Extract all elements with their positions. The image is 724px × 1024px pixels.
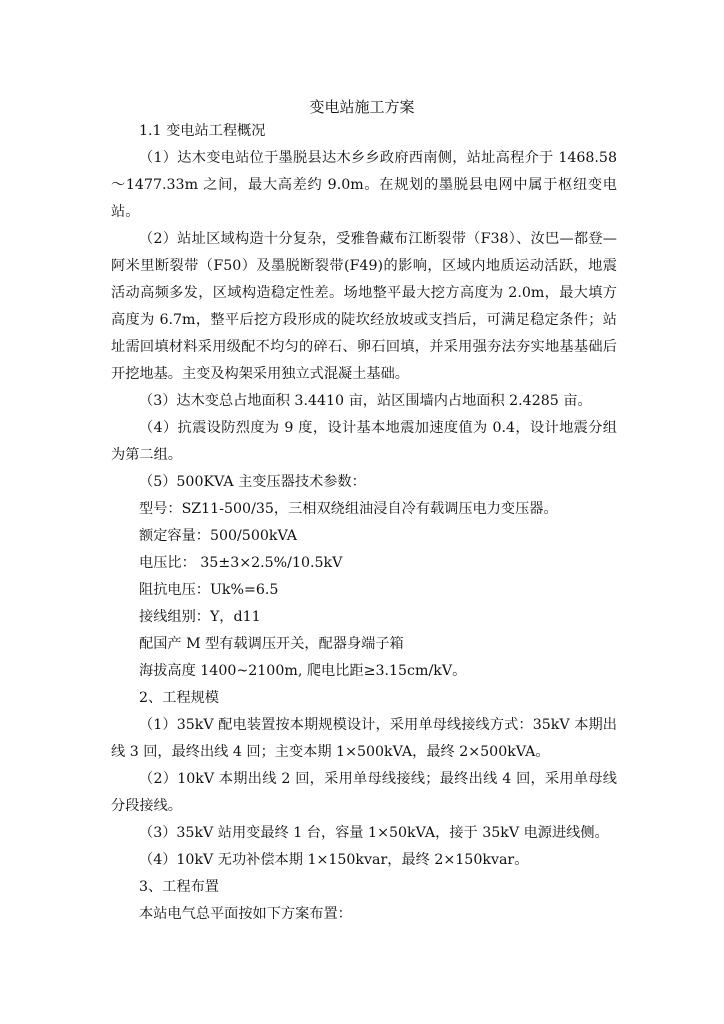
paragraph-geology: （2）站址区域构造十分复杂，受雅鲁藏布江断裂带（F38）、汝巴—都登—阿米里断裂带（F50）及墨脱断裂带(F49)的影响，区域内地质运动活跃，地震活动高频多发，区域构造稳定性差。场地整平最大挖方高度为 2.0m，最大填方高度为 6.7m，整平后挖方段形成的陡坎经放坡或支挡后，可满足稳定条件；站址需回填材料采用级配不均匀的碎石、卵石回填，并采用强夯法夯实地基基础后开挖地基。主变及构架采用独立式混凝土基础。 (111, 231, 617, 382)
paragraph-transformer-params: （5）500KVA 主变压器技术参数： (139, 474, 366, 490)
paragraph-layout: 本站电气总平面按如下方案布置： (139, 906, 352, 922)
page-title: 变电站施工方案 (309, 98, 415, 116)
scale-item: （3）35kV 站用变最终 1 台，容量 1×50kVA，接于 35kV 电源进线侧。 (139, 825, 609, 841)
section-2-heading: 2、工程规模 (139, 690, 219, 706)
spec-line: 接线组别：Y，d11 (139, 609, 261, 625)
paragraph-seismic: （4）抗震设防烈度为 9 度，设计基本地震加速度值为 0.4，设计地震分组为第二组。 (111, 420, 617, 463)
spec-line: 型号：SZ11-500/35，三相双绕组油浸自冷有载调压电力变压器。 (139, 501, 558, 517)
section-1-heading: 1.1 变电站工程概况 (139, 123, 266, 139)
spec-line: 额定容量：500/500kVA (139, 528, 298, 544)
scale-item: （4）10kV 无功补偿本期 1×150kvar，最终 2×150kvar。 (139, 852, 529, 868)
paragraph-location: （1）达木变电站位于墨脱县达木乡乡政府西南侧，站址高程介于 1468.58～1477.33m 之间，最大高差约 9.0m。在规划的墨脱县电网中属于枢纽变电站。 (111, 150, 617, 220)
document-body (111, 118, 617, 928)
paragraph-area: （3）达木变总占地面积 3.4410 亩，站区围墙内占地面积 2.4285 亩。 (139, 393, 592, 409)
spec-line: 阻抗电压：Uk%=6.5 (139, 582, 279, 598)
scale-item: （1）35kV 配电装置按本期规模设计，采用单母线接线方式：35kV 本期出线 3 回，最终出线 4 回；主变本期 1×500kVA，最终 2×500kVA。 (111, 717, 617, 760)
spec-line: 配国产 M 型有载调压开关，配器身端子箱 (139, 636, 404, 652)
spec-line: 电压比： 35±3×2.5%/10.5kV (139, 555, 343, 571)
scale-item: （2）10kV 本期出线 2 回，采用单母线接线；最终出线 4 回，采用单母线分段接线。 (111, 771, 617, 814)
spec-line: 海拔高度 1400~2100m, 爬电比距≥3.15cm/kV。 (139, 663, 467, 679)
section-3-heading: 3、工程布置 (139, 879, 219, 895)
